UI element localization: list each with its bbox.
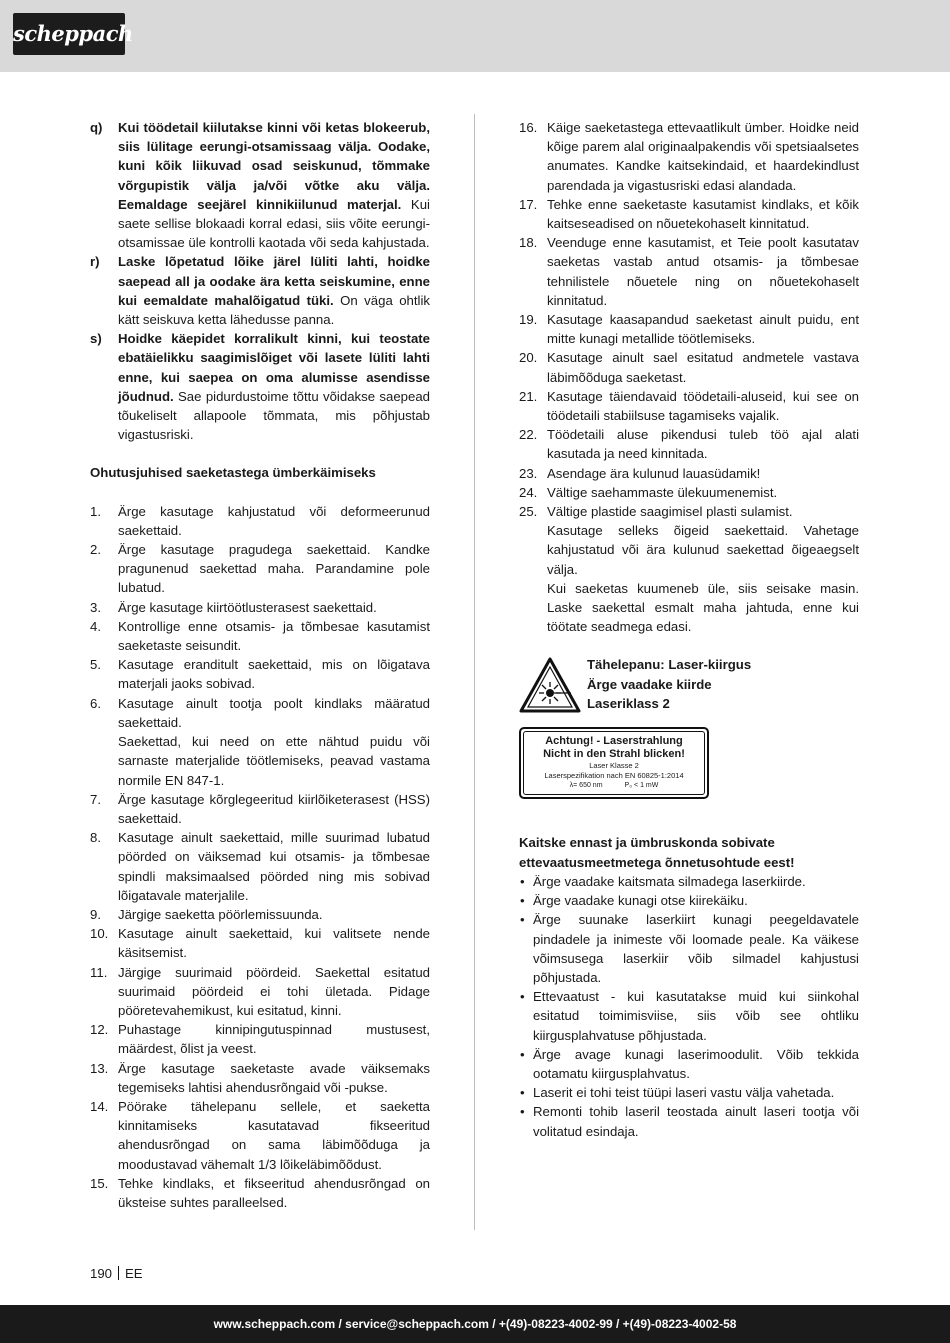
item-number: 2. [90, 542, 101, 558]
item-marker: q) [90, 120, 103, 135]
bullet-text: Ettevaatust - kui kasutatakse muid kui siinkohal esitatud toimimisviise, siis võib see ohtliku kiirgusplahvatuse põhjustada. [533, 989, 859, 1043]
laser-warning-icon [519, 657, 581, 713]
list-item [519, 387, 859, 425]
item-marker: s) [90, 331, 102, 347]
list-item [90, 252, 430, 329]
laser-label-inner [523, 731, 705, 795]
list-item [519, 502, 859, 521]
item-marker: r) [90, 254, 100, 270]
item-text: Järgige suurimaid pöördeid. Saekettal esitatud suurimaid pöördeid ei tohi ületada. Pidage pööretevahemikust, kui esitatud, kinni. [118, 964, 430, 1018]
bullet-dot: • [520, 912, 525, 928]
numbered-list-right [519, 118, 859, 521]
list-item [519, 483, 859, 502]
item-text: Kasutage ainult sael esitatud andmetele vastava läbimõõduga saeketast. [547, 350, 859, 385]
list-item [519, 195, 859, 233]
item-number: 20. [519, 350, 538, 366]
item-text [118, 252, 430, 329]
item-number: 22. [519, 427, 538, 443]
item-number: 18. [519, 235, 538, 251]
laser-title-line3: Laseriklass 2 [587, 695, 670, 711]
bullet-text: Ärge avage kunagi laserimoodulit. Võib tekkida ootamatu kiirgusplahvatus. [533, 1046, 859, 1081]
bullet-dot: • [520, 989, 525, 1005]
item-extra-text: Saekettad, kui need on ette nähtud puidu või sarnaste materjalide töötlemiseks, peavad vastama normile EN 847-1. [118, 734, 430, 788]
item-text: Ärge kasutage kõrglegeeritud kiirlõiketerasest (HSS) saekettaid. [118, 791, 430, 826]
label-wavelength: λ= 650 nm [569, 782, 603, 790]
list-item [90, 598, 430, 617]
bullet-text: Laserit ei tohi teist tüüpi laseri vastu välja vahetada. [533, 1085, 835, 1101]
item-text: Ärge kasutage kahjustatud või deformeerunud saekettaid. [118, 503, 430, 538]
item-number: 1. [90, 503, 101, 519]
list-item [90, 655, 430, 693]
list-item [519, 464, 859, 483]
item-number: 17. [519, 196, 538, 212]
bullet-item [519, 987, 859, 1045]
list-item [90, 828, 430, 905]
list-item [519, 348, 859, 386]
item-text: Ärge kasutage pragudega saekettaid. Kandke pragunenud saekettad maha. Parandamine pole lubatud. [118, 542, 430, 596]
bullet-text: Ärge vaadake kunagi otse kiirekäiku. [533, 893, 748, 909]
bullet-item [519, 1102, 859, 1140]
bullet-item [519, 1045, 859, 1083]
item-text [118, 118, 430, 252]
item-text: Töödetaili aluse pikendusi tuleb töö ajal alati kasutada ja need kinnitada. [547, 427, 859, 462]
item-bold-text: Hoidke käepidet korralikult kinni, kui teostate ebatäielikku saagimislõiget või lasete lüliti lahti enne, kui saepea on oma alumisse asendisse jõudnud. [118, 331, 430, 404]
laser-bullet-list [519, 872, 859, 1141]
item-number: 4. [90, 618, 101, 634]
overheat-paragraph: Kui saeketas kuumeneb üle, siis seisake masin. Laske saekettal esmalt maha jahtuda, enne kui töötate seadmega edasi. [547, 580, 859, 635]
item-text: Kasutage kaasapandud saeketast ainult puidu, ent mitte kunagi metallide töötlemiseks. [547, 312, 859, 347]
item-text: Ärge kasutage saeketaste avade väiksemaks tegemiseks lahtisi ahendusrõngaid või -pukse. [118, 1060, 430, 1095]
list-item [519, 118, 859, 195]
list-item [519, 425, 859, 463]
page-number-value: 190 [90, 1266, 113, 1281]
laser-title-line1: Tähelepanu: Laser-kiirgus [587, 657, 752, 673]
footer-contact-text: www.scheppach.com / service@scheppach.com / +(49)-08223-4002-99 / +(49)-08223-4002-58 [213, 1317, 737, 1331]
item-text: Kasutage ainult saekettaid, kui valitsete nende käsitsemist. [118, 926, 430, 961]
item-number: 11. [90, 964, 108, 980]
laser-class-label [519, 727, 709, 799]
item-text [118, 329, 430, 444]
bullet-dot: • [520, 893, 525, 909]
right-column [519, 118, 859, 1141]
item-number: 9. [90, 906, 101, 922]
page-separator [118, 1266, 119, 1280]
bullet-dot: • [520, 1085, 525, 1101]
logo-text: scheppach [13, 21, 133, 46]
saw-blade-paragraph: Kasutage selleks õigeid saekettaid. Vahetage kahjustatud või ära kulunud saekettad õigeaegselt välja. [547, 523, 859, 577]
footer-bar [0, 1305, 950, 1343]
list-item [90, 502, 430, 540]
label-line1: Achtung! - Laserstrahlung [545, 735, 683, 748]
item-number: 7. [90, 791, 101, 807]
bullet-dot: • [520, 873, 525, 889]
section-heading: Ohutusjuhised saeketastega ümberkäimiseks [90, 465, 376, 481]
item-text: Järgige saeketta pöörlemissuunda. [118, 906, 323, 922]
bullet-item [519, 910, 859, 987]
item-number: 14. [90, 1098, 109, 1114]
item-text: Ärge kasutage kiirtöötlusterasest saekettaid. [118, 599, 377, 615]
list-item [90, 118, 430, 252]
scheppach-logo [13, 13, 133, 55]
list-item [90, 694, 430, 732]
item-number: 10. [90, 926, 109, 942]
item-text: Tehke enne saeketaste kasutamist kindlaks, et kõik kaitseseadised on nõuetekohaselt kinnitatud. [547, 196, 859, 232]
list-item [90, 1174, 430, 1212]
item-number: 19. [519, 312, 538, 328]
page-language: EE [125, 1266, 143, 1281]
list-item [90, 1097, 430, 1174]
list-item [90, 617, 430, 655]
list-item [90, 1059, 430, 1097]
list-item [90, 963, 430, 1021]
list-item [90, 540, 430, 598]
laser-warning-text [587, 655, 751, 713]
label-line4: Laserspezifikation nach EN 60825-1:2014 [544, 771, 684, 781]
bullet-dot: • [520, 1046, 525, 1062]
item-number: 21. [519, 388, 538, 404]
page-number [90, 1266, 143, 1281]
item-text: Puhastage kinnipingutuspinnad mustusest, määrdest, õlist ja veest. [118, 1022, 430, 1057]
item-text: Pöörake tähelepanu sellele, et saeketta kinnitamiseks kasutatavad fikseeritud ahendusrõngad on sama läbimõõduga ja moodustavad vähemalt 1/3 lõikeläbimõõdust. [118, 1098, 430, 1172]
item-text: Kasutage ainult saekettaid, mille suurimad lubatud pöörded on väiksemad kui otsamis- ja tõmbesae spindli maksimaalsed pöörded ning mis sobivad lõigatavale materjalile. [118, 830, 430, 903]
column-divider [474, 114, 475, 1230]
list-item [519, 233, 859, 310]
item-bold-text: Laske lõpetatud lõike järel lüliti lahti, hoidke saepead all ja oodake ära ketta seiskumine, enne kui eemaldate mahalõigatud tüki. [118, 254, 430, 308]
item-normal-text: On väga ohtlik kätt seiskuva ketta lähedusse panna. [118, 292, 431, 328]
bullet-item [519, 891, 859, 910]
item-normal-text: Kui saete sellise blokaadi korral edasi, siis võite eerungi-otsamissae üle kontrolli kaotada või seda kahjustada. [118, 196, 430, 251]
bullet-text: Remonti tohib laseril teostada ainult laseri tootja või volitatud esindaja. [533, 1104, 859, 1139]
item-text: Kasutage täiendavaid töödetaili-aluseid, kui see on töödetaili stabiilsuse tagamiseks vajalik. [547, 388, 859, 424]
laser-warning-block [519, 655, 859, 713]
protect-heading: Kaitske ennast ja ümbruskonda sobivate ettevaatusmeetmetega õnnetusohtude eest! [519, 835, 795, 870]
laser-title-line2: Ärge vaadake kiirde [587, 676, 712, 692]
item-number: 15. [90, 1175, 109, 1191]
label-line2: Nicht in den Strahl blicken! [543, 748, 685, 761]
bullet-text: Ärge vaadake kaitsmata silmadega laserkiirde. [533, 873, 806, 889]
header-band [0, 0, 950, 72]
item-number: 8. [90, 830, 101, 846]
bullet-dot: • [520, 1104, 525, 1120]
item-text: Käige saeketastega ettevaatlikult ümber. Hoidke neid kõige parem alal originaalpakendis või spetsiaalsetes anumates. Kandke kaitsekindaid, et haardekindlust parendada ja vigastusriski edasi alandada. [547, 120, 859, 193]
item-number: 23. [519, 465, 538, 481]
item-text: Vältige saehammaste ülekuumenemist. [547, 484, 778, 500]
bullet-item [519, 1083, 859, 1102]
item-text: Asendage ära kulunud lauasüdamik! [547, 465, 761, 481]
item-text: Kontrollige enne otsamis- ja tõmbesae kasutamist saeketaste seisundit. [118, 618, 430, 654]
item-number: 25. [519, 504, 538, 520]
list-item [519, 310, 859, 348]
left-column [90, 118, 430, 1212]
list-item [90, 924, 430, 962]
list-item [90, 1020, 430, 1058]
list-item [90, 790, 430, 828]
item-number: 3. [90, 599, 101, 615]
item-normal-text: Sae pidurdustoime tõttu võidakse saepead tõukeliselt allapoole tõmmata, mis põhjustab vigastusriski. [118, 388, 430, 443]
item-text: Kasutage eranditult saekettaid, mis on lõigatava materjali jaoks sobivad. [118, 657, 430, 692]
item-number: 6. [90, 695, 101, 711]
item-text: Veenduge enne kasutamist, et Teie poolt kasutatav saeketas vastab antud otsamis- ja tõmbesae tehnilistele nõuetele ning on nõuetekohaselt kinnitatud. [547, 235, 859, 308]
item-number: 16. [519, 120, 538, 135]
item-number: 24. [519, 484, 538, 500]
item-number: 12. [90, 1022, 109, 1038]
item-number: 5. [90, 657, 101, 673]
item-text: Tehke kindlaks, et fikseeritud ahendusrõngad on üksteise suhtes paralleelsed. [118, 1175, 430, 1210]
bullet-text: Ärge suunake laserkiirt kunagi peegeldavatele pindadele ja inimeste või loomade peale. Ka väikese võimsusega laserkiir võib silmadel kahjustusi põhjustada. [533, 912, 859, 985]
item-number: 13. [90, 1060, 109, 1076]
item-text: Vältige plastide saagimisel plasti sulamist. [547, 504, 793, 520]
item-text: Kasutage ainult tootja poolt kindlaks määratud saekettaid. [118, 695, 430, 730]
numbered-list-left [90, 502, 430, 1213]
label-specs [524, 781, 704, 790]
list-item [90, 329, 430, 444]
bullet-item [519, 872, 859, 891]
list-item [90, 905, 430, 924]
item-bold-text: Kui töödetail kiilutakse kinni või ketas blokeerub, siis lülitage eerungi-otsamissaag välja. Oodake, kuni kõik liikuvad osad seiskunud, tõmmake võrgupistik välja ja/või võtke aku välja. Eemaldage seejärel kinnikiilunud materjal. [118, 120, 430, 212]
label-line3: Laser Klasse 2 [589, 761, 639, 771]
label-power: P₀ < 1 mW [624, 782, 659, 790]
